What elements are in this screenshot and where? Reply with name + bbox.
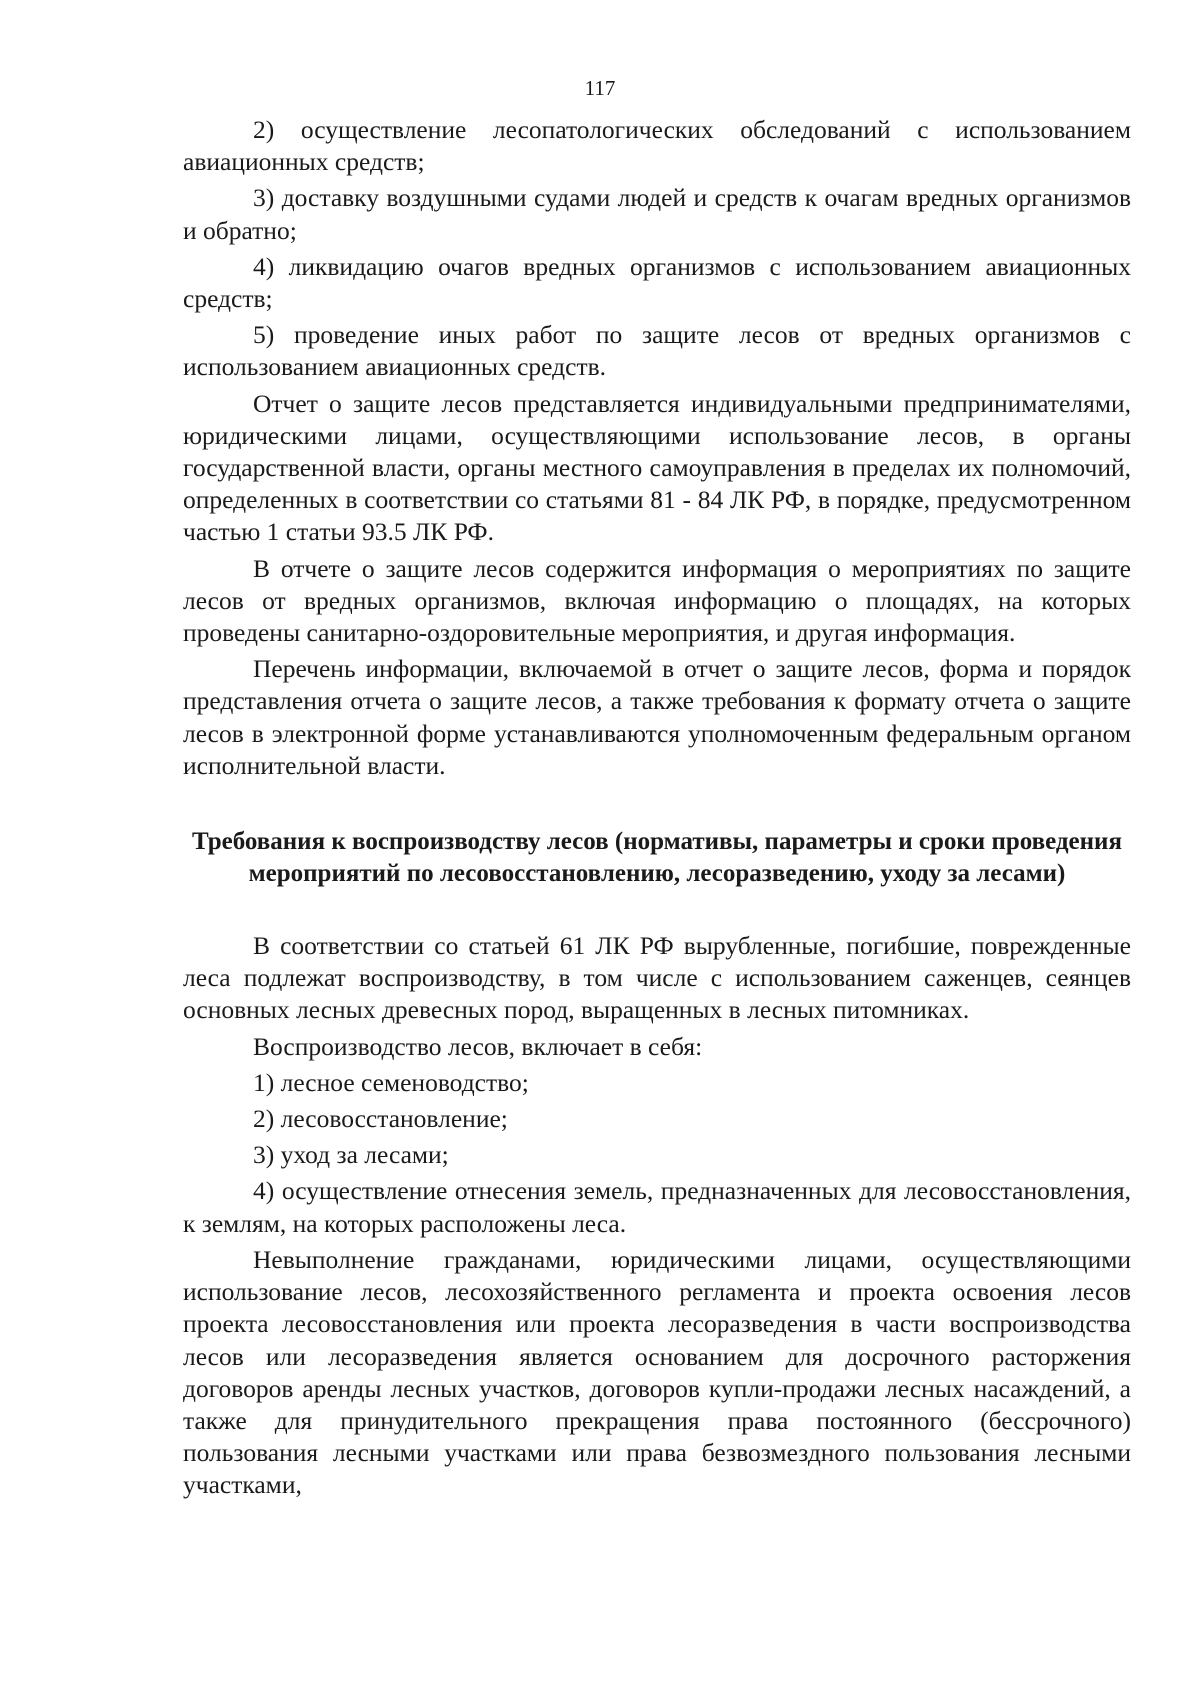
paragraph: 2) осуществление лесопатологических обследований с использованием авиационных средств; [183, 115, 1131, 177]
paragraph: Воспроизводство лесов, включает в себя: [253, 1031, 703, 1061]
paragraph: Перечень информации, включаемой в отчет о защите лесов, форма и порядок представления отчета о защите лесов, а также требования к формату отчета о защите лесов в электронной форме устанавливаются уполномоченным федеральным органом исполнительной власти. [183, 654, 1131, 780]
list-item: 2) лесовосстановление; [253, 1104, 508, 1134]
paragraph: 5) проведение иных работ по защите лесов от вредных организмов с использованием авиационных средств. [183, 320, 1131, 382]
paragraph: 3) доставку воздушными судами людей и средств к очагам вредных организмов и обратно; [183, 183, 1131, 245]
section-heading: Требования к воспроизводству лесов (нормативы, параметры и сроки проведения мероприятий по лесовосстановлению, лесоразведению, уходу за лесами) [192, 828, 1122, 888]
list-item: 4) осуществление отнесения земель, предназначенных для лесовосстановления, к землям, на которых расположены леса. [183, 1176, 1131, 1238]
paragraph: Невыполнение гражданами, юридическими лицами, осуществляющими использование лесов, лесохозяйственного регламента и проекта освоения лесов проекта лесовосстановления или проекта лесоразведения в части воспроизводства лесов или лесоразведения является основанием для досрочного расторжения договоров аренды лесных участков, договоров купли-продажи лесных насаждений, а также для принудительного прекращения права постоянного (бессрочного) пользования лесными участками или права безвозмездного пользования лесными участками, [183, 1244, 1131, 1500]
list-item: 3) уход за лесами; [253, 1140, 449, 1170]
paragraph: Отчет о защите лесов представляется индивидуальными предпринимателями, юридическими лицами, осуществляющими использование лесов, в органы государственной власти, органы местного самоуправления в пределах их полномочий, определенных в соответствии со статьями 81 - 84 ЛК РФ, в порядке, предусмотренном частью 1 статьи 93.5 ЛК РФ. [183, 388, 1131, 547]
page-number: 117 [584, 76, 616, 100]
list-item: 1) лесное семеноводство; [253, 1067, 529, 1097]
paragraph: В соответствии со статьей 61 ЛК РФ вырубленные, погибшие, поврежденные леса подлежат воспроизводству, в том числе с использованием саженцев, сеянцев основных лесных древесных пород, выращенных в лесных питомниках. [183, 931, 1131, 1025]
paragraph: 4) ликвидацию очагов вредных организмов с использованием авиационных средств; [183, 251, 1131, 314]
paragraph: В отчете о защите лесов содержится информация о мероприятиях по защите лесов от вредных организмов, включая информацию о площадях, на которых проведены санитарно-оздоровительные мероприятия, и другая информация. [183, 553, 1131, 648]
document-body [183, 114, 1131, 1506]
